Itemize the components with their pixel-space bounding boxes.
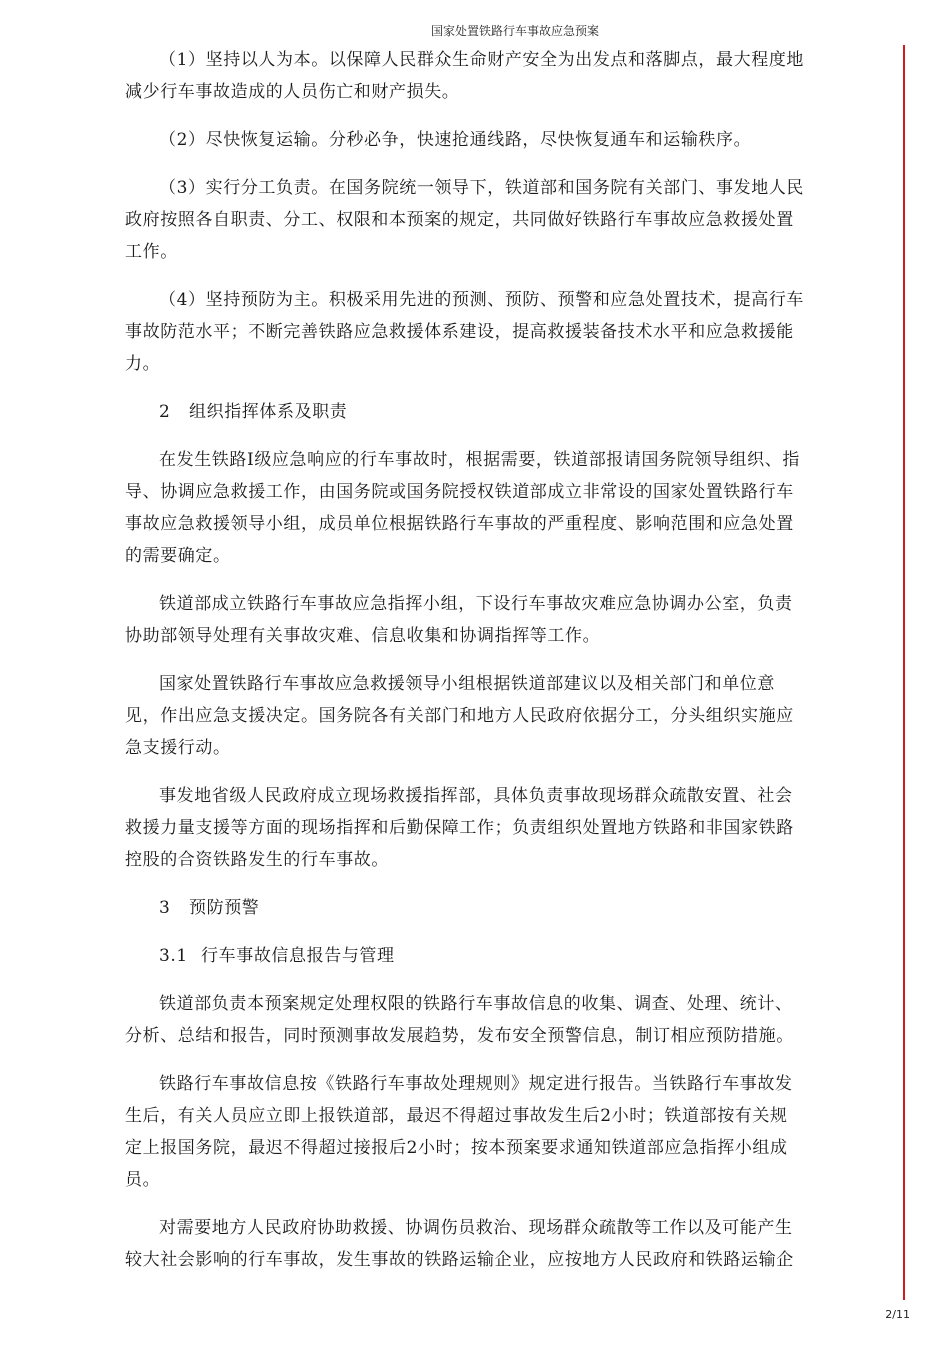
section-title: 行车事故信息报告与管理 (201, 946, 395, 966)
paragraph: 在发生铁路Ⅰ级应急响应的行车事故时，根据需要，铁道部报请国务院领导组织、指导、协调应急救援工作，由国务院或国务院授权铁道部成立非常设的国家处置铁路行车事故应急救援领导小组，成员单位根据铁路行车事故的严重程度、影响范围和应急处置的需要确定。 (125, 450, 800, 566)
section-heading (125, 396, 805, 428)
paragraph: （2）尽快恢复运输。分秒必争，快速抢通线路，尽快恢复通车和运输秩序。 (159, 130, 752, 150)
section-heading (125, 892, 805, 924)
paragraph: 铁道部负责本预案规定处理权限的铁路行车事故信息的收集、调查、处理、统计、分析、总结和报告，同时预测事故发展趋势，发布安全预警信息，制订相应预防措施。 (125, 994, 794, 1046)
paragraph: 对需要地方人民政府协助救援、协调伤员救治、现场群众疏散等工作以及可能产生较大社会影响的行车事故，发生事故的铁路运输企业，应按地方人民政府和铁路运输企 (125, 1218, 794, 1270)
subsection-heading (125, 940, 805, 972)
document-header-title: 国家处置铁路行车事故应急预案 (430, 24, 599, 38)
section-number: 3 (159, 898, 171, 918)
document-body (125, 44, 805, 1292)
section-number: 3.1 (159, 946, 188, 966)
section-number: 2 (159, 402, 171, 422)
margin-rule (903, 45, 905, 1300)
paragraph: 铁路行车事故信息按《铁路行车事故处理规则》规定进行报告。当铁路行车事故发生后，有关人员应立即上报铁道部，最迟不得超过事故发生后2小时；铁道部按有关规定上报国务院，最迟不得超过接报后2小时；按本预案要求通知铁道部应急指挥小组成员。 (125, 1074, 793, 1190)
section-title: 预防预警 (189, 898, 260, 918)
page-number: 2/11 (885, 1308, 910, 1321)
paragraph: 国家处置铁路行车事故应急救援领导小组根据铁道部建议以及相关部门和单位意见，作出应急支援决定。国务院各有关部门和地方人民政府依据分工，分头组织实施应急支援行动。 (125, 674, 794, 758)
section-title: 组织指挥体系及职责 (189, 402, 348, 422)
paragraph: 铁道部成立铁路行车事故应急指挥小组，下设行车事故灾难应急协调办公室，负责协助部领导处理有关事故灾难、信息收集和协调指挥等工作。 (125, 594, 793, 646)
paragraph: （4）坚持预防为主。积极采用先进的预测、预防、预警和应急处置技术，提高行车事故防范水平；不断完善铁路应急救援体系建设，提高救援装备技术水平和应急救援能力。 (125, 290, 805, 374)
paragraph: 事发地省级人民政府成立现场救援指挥部，具体负责事故现场群众疏散安置、社会救援力量支援等方面的现场指挥和后勤保障工作；负责组织处置地方铁路和非国家铁路控股的合资铁路发生的行车事故。 (125, 786, 794, 870)
paragraph: （3）实行分工负责。在国务院统一领导下，铁道部和国务院有关部门、事发地人民政府按照各自职责、分工、权限和本预案的规定，共同做好铁路行车事故应急救援处置工作。 (125, 178, 805, 262)
paragraph: （1）坚持以人为本。以保障人民群众生命财产安全为出发点和落脚点，最大程度地减少行车事故造成的人员伤亡和财产损失。 (125, 50, 805, 102)
